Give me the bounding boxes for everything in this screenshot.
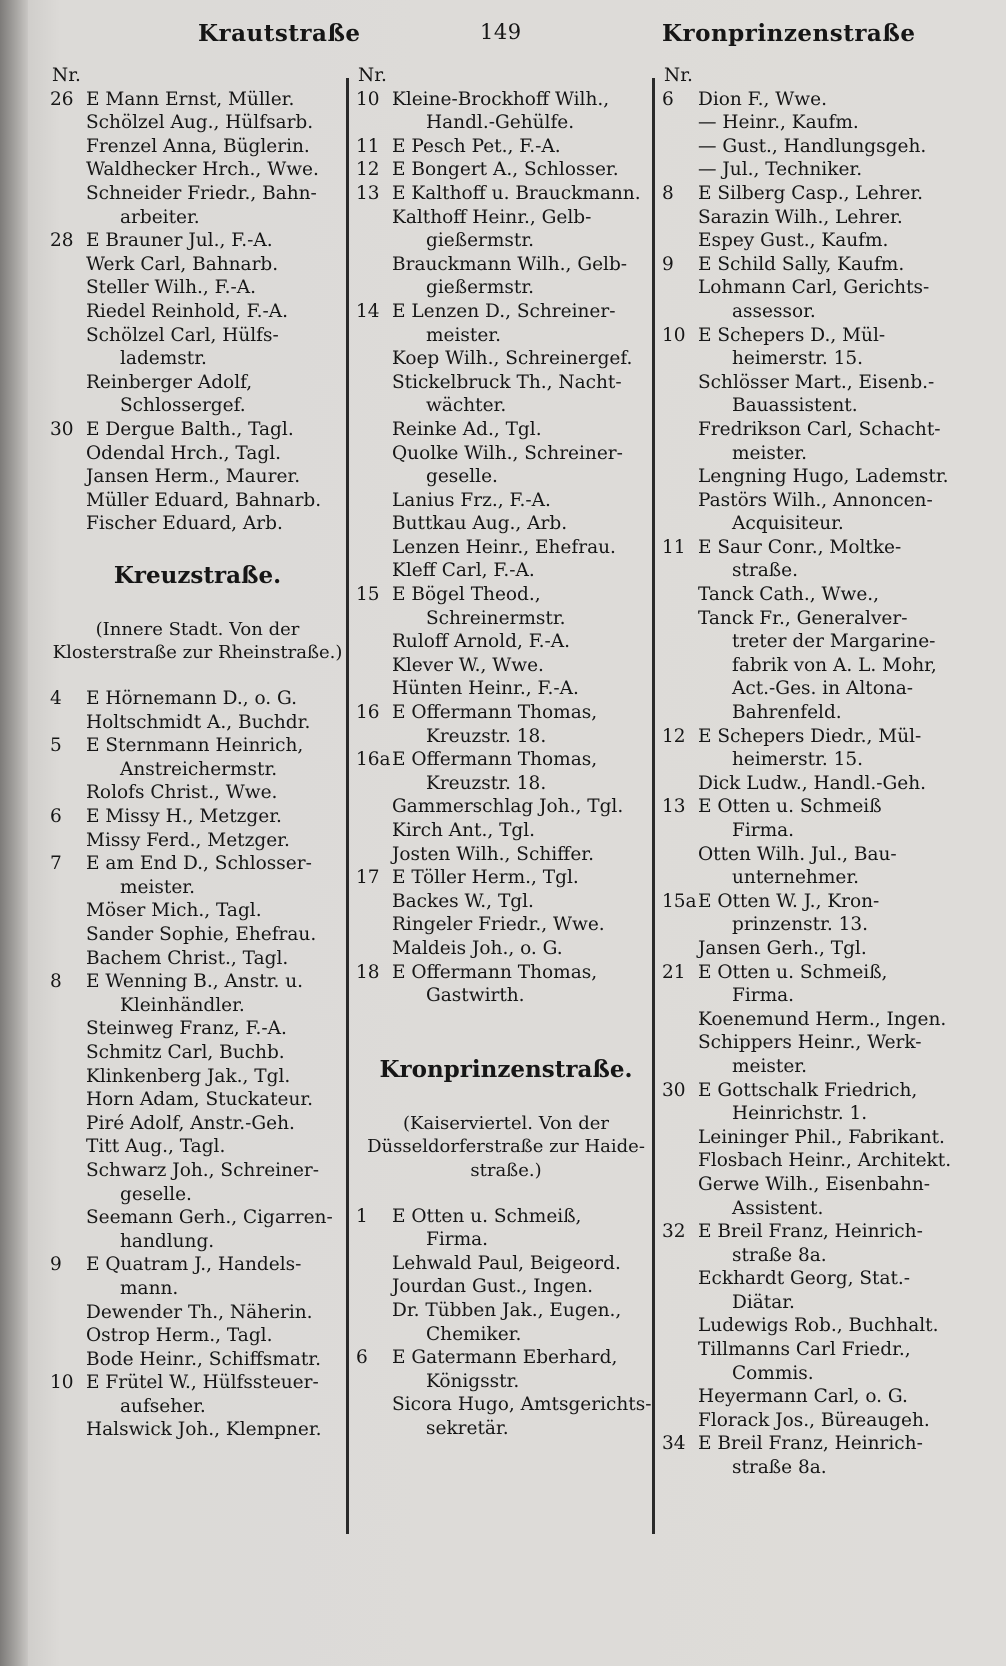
directory-entry-line: gießermstr. xyxy=(426,277,535,299)
resident-text: E Schepers Diedr., Mül- xyxy=(698,725,922,747)
directory-entry-line: Lengning Hugo, Lademstr. xyxy=(698,466,949,488)
directory-entry-line xyxy=(356,135,656,159)
column-krautstrasse-cont xyxy=(356,64,656,1440)
directory-entry-line: Schlossergef. xyxy=(120,395,246,417)
directory-entry-line: Firma. xyxy=(732,985,795,1007)
directory-entry-line: Kleff Carl, F.-A. xyxy=(392,560,535,582)
directory-entry-line: Klever W., Wwe. xyxy=(392,654,544,676)
directory-entry-line: Handl.-Gehülfe. xyxy=(426,112,575,134)
directory-entry-line: Commis. xyxy=(732,1362,814,1384)
directory-entry-line xyxy=(356,866,656,890)
directory-entry-line xyxy=(50,1371,345,1395)
directory-entry-line: Schreinermstr. xyxy=(426,607,566,629)
directory-entry-line: Lehwald Paul, Beigeord. xyxy=(392,1252,621,1274)
directory-entry-line: Tillmanns Carl Friedr., xyxy=(698,1339,911,1361)
directory-entry-line: Schippers Heinr., Werk- xyxy=(698,1032,922,1054)
directory-entry-line: Dr. Tübben Jak., Eugen., xyxy=(392,1299,622,1321)
directory-entry-line: Königsstr. xyxy=(426,1370,520,1392)
directory-entry-line xyxy=(50,687,345,711)
directory-entry-line: Missy Ferd., Metzger. xyxy=(86,829,290,851)
directory-entry-line: Gerwe Wilh., Eisenbahn- xyxy=(698,1173,931,1195)
directory-entry-line xyxy=(662,725,962,749)
house-number: 12 xyxy=(356,159,380,181)
house-number: 13 xyxy=(356,182,380,204)
house-number: 10 xyxy=(356,88,380,110)
street-note-line: (Kaiserviertel. Von der xyxy=(403,1112,609,1134)
directory-entry-line: straße 8a. xyxy=(732,1457,827,1479)
directory-entry-line: Horn Adam, Stuckateur. xyxy=(86,1089,314,1111)
resident-text: E Frütel W., Hülfssteuer- xyxy=(86,1372,319,1394)
directory-entry-line xyxy=(662,88,962,112)
resident-text: E Offermann Thomas, xyxy=(392,702,598,724)
directory-entry-line: Schlösser Mart., Eisenb.- xyxy=(698,371,935,393)
directory-entry-line: meister. xyxy=(732,442,807,464)
house-number: 10 xyxy=(50,1372,74,1394)
directory-entry-line: aufseher. xyxy=(120,1395,206,1417)
directory-entry-line: Dick Ludw., Handl.-Geh. xyxy=(698,772,927,794)
house-number: 6 xyxy=(662,88,674,110)
directory-entry-line: Klinkenberg Jak., Tgl. xyxy=(86,1065,291,1087)
street-note-line: (Innere Stadt. Von der xyxy=(95,618,300,640)
directory-entry-line: Kreuzstr. 18. xyxy=(426,725,547,747)
directory-entry-line: Lohmann Carl, Gerichts- xyxy=(698,277,930,299)
running-header-right: Kronprinzenstraße xyxy=(662,20,916,47)
resident-text: E Otten u. Schmeiß xyxy=(698,796,882,818)
directory-entry-line: Kirch Ant., Tgl. xyxy=(392,820,536,841)
directory-entry-line: Rolofs Christ., Wwe. xyxy=(86,782,278,804)
directory-entry-line: Frenzel Anna, Büglerin. xyxy=(86,135,310,157)
directory-entry-line: Steller Wilh., F.-A. xyxy=(86,277,256,299)
directory-entry-line xyxy=(356,1205,656,1229)
entry-list xyxy=(50,687,345,1442)
house-number: 18 xyxy=(356,961,380,983)
directory-entry-line: Titt Aug., Tagl. xyxy=(86,1136,226,1158)
directory-entry-line: Backes W., Tgl. xyxy=(392,890,534,912)
directory-entry-line: Brauckmann Wilh., Gelb- xyxy=(392,253,628,275)
house-number: 17 xyxy=(356,867,380,889)
directory-entry-line: Fredrikson Carl, Schacht- xyxy=(698,418,941,440)
directory-entry-line: Riedel Reinhold, F.-A. xyxy=(86,300,288,322)
directory-entry-line xyxy=(662,182,962,206)
resident-text: E Quatram J., Handels- xyxy=(86,1254,302,1276)
directory-entry-line: Werk Carl, Bahnarb. xyxy=(86,253,279,275)
directory-entry-line: Bahrenfeld. xyxy=(732,702,842,724)
directory-entry-line: Otten Wilh. Jul., Bau- xyxy=(698,843,897,865)
directory-entry-line: Gammerschlag Joh., Tgl. xyxy=(392,796,624,818)
entry-list xyxy=(50,88,345,536)
house-number: 8 xyxy=(50,971,62,993)
house-number: 6 xyxy=(356,1347,368,1369)
directory-entry-line: Bachem Christ., Tagl. xyxy=(86,947,289,969)
resident-text: E Offermann Thomas, xyxy=(392,749,598,771)
directory-entry-line xyxy=(356,88,656,112)
directory-entry-line: Koenemund Herm., Ingen. xyxy=(698,1008,947,1030)
resident-text: E Mann Ernst, Müller. xyxy=(86,88,295,110)
entry-list xyxy=(356,1205,656,1441)
directory-entry-line: Jansen Herm., Maurer. xyxy=(86,466,301,488)
directory-entry-line: Heyermann Carl, o. G. xyxy=(698,1386,908,1408)
resident-text: E Pesch Pet., F.-A. xyxy=(392,135,561,157)
directory-entry-line: Kreuzstr. 18. xyxy=(426,772,547,794)
directory-entry-line: Schwarz Joh., Schreiner- xyxy=(86,1159,320,1181)
directory-entry-line xyxy=(50,1253,345,1277)
house-number: 16a xyxy=(356,749,391,771)
page-number: 149 xyxy=(480,20,522,44)
directory-entry-line: meister. xyxy=(120,876,195,898)
directory-entry-line: Odendal Hrch., Tagl. xyxy=(86,442,282,464)
directory-entry-line: Bauassistent. xyxy=(732,395,858,417)
resident-text: E Töller Herm., Tgl. xyxy=(392,867,579,889)
directory-entry-line: Fischer Eduard, Arb. xyxy=(86,513,283,535)
directory-entry-line xyxy=(662,795,962,819)
house-number: 11 xyxy=(356,135,380,157)
directory-entry-line: Josten Wilh., Schiffer. xyxy=(392,843,594,865)
directory-entry-line: handlung. xyxy=(120,1230,215,1252)
directory-entry-line: Ludewigs Rob., Buchhalt. xyxy=(698,1315,939,1337)
house-number: 4 xyxy=(50,688,62,710)
directory-entry-line xyxy=(356,748,656,772)
directory-entry-line: Flosbach Heinr., Architekt. xyxy=(698,1150,952,1172)
directory-entry-line: Quolke Wilh., Schreiner- xyxy=(392,442,623,464)
directory-entry-line: Assistent. xyxy=(732,1197,824,1219)
directory-entry-line xyxy=(50,970,345,994)
directory-entry-line xyxy=(356,583,656,607)
entry-list xyxy=(662,88,962,1480)
directory-entry-line: arbeiter. xyxy=(120,206,200,228)
house-number: 30 xyxy=(50,418,74,440)
directory-entry-line xyxy=(50,229,345,253)
directory-entry-line: Steinweg Franz, F.-A. xyxy=(86,1018,287,1040)
directory-entry-line: Espey Gust., Kaufm. xyxy=(698,230,889,252)
house-number: 6 xyxy=(50,806,62,828)
directory-entry-line: Lanius Frz., F.-A. xyxy=(392,489,551,511)
house-number: 9 xyxy=(662,253,674,275)
house-number: 10 xyxy=(662,324,686,346)
house-number: 11 xyxy=(662,536,686,558)
directory-entry-line xyxy=(662,253,962,277)
directory-entry-line: Chemiker. xyxy=(426,1323,522,1345)
directory-entry-line: Anstreichermstr. xyxy=(120,758,278,780)
house-number: 8 xyxy=(662,182,674,204)
directory-entry-line: Firma. xyxy=(732,820,795,841)
house-number: 34 xyxy=(662,1433,686,1455)
directory-entry-line xyxy=(356,158,656,182)
directory-entry-line: Diätar. xyxy=(732,1291,795,1313)
directory-entry-line: unternehmer. xyxy=(732,867,860,889)
number-heading: Nr. xyxy=(358,65,387,86)
directory-entry-line: Bode Heinr., Schiffsmatr. xyxy=(86,1348,321,1370)
house-number: 32 xyxy=(662,1221,686,1243)
directory-entry-line xyxy=(356,1346,656,1370)
house-number: 21 xyxy=(662,961,686,983)
house-number: 5 xyxy=(50,735,62,757)
resident-text: E Dergue Balth., Tagl. xyxy=(86,418,294,440)
street-note-line: straße.) xyxy=(470,1159,542,1181)
street-heading-kronprinzenstrasse: Kronprinzenstraße. xyxy=(379,1055,633,1083)
column-rule-1 xyxy=(346,78,349,1534)
resident-text: E Gottschalk Friedrich, xyxy=(698,1079,918,1101)
directory-entry-line: assessor. xyxy=(732,300,816,322)
directory-entry-line: Gastwirth. xyxy=(426,985,525,1007)
resident-text: E Kalthoff u. Brauckmann. xyxy=(392,182,641,204)
house-number: 26 xyxy=(50,88,74,110)
directory-entry-line xyxy=(50,734,345,758)
directory-entry-line: Sander Sophie, Ehefrau. xyxy=(86,924,317,945)
directory-entry-line xyxy=(662,961,962,985)
house-number: 30 xyxy=(662,1079,686,1101)
resident-text: E Bögel Theod., xyxy=(392,584,541,606)
directory-entry-line xyxy=(662,536,962,560)
directory-entry-line: Firma. xyxy=(426,1229,489,1251)
directory-entry-line: Hünten Heinr., F.-A. xyxy=(392,678,579,700)
running-header-left: Krautstraße xyxy=(198,20,361,47)
directory-entry-line xyxy=(356,300,656,324)
directory-entry-line: geselle. xyxy=(426,466,498,488)
house-number: 7 xyxy=(50,853,62,875)
resident-text: E Breil Franz, Heinrich- xyxy=(698,1221,923,1243)
resident-text: Kleine-Brockhoff Wilh., xyxy=(392,88,610,110)
directory-entry-line: Schölzel Aug., Hülfsarb. xyxy=(86,112,314,134)
directory-entry-line: Schölzel Carl, Hülfs- xyxy=(86,324,279,346)
directory-entry-line: Eckhardt Georg, Stat.- xyxy=(698,1268,911,1290)
directory-entry-line: Leininger Phil., Fabrikant. xyxy=(698,1126,945,1148)
resident-text: E Hörnemann D., o. G. xyxy=(86,688,298,710)
directory-entry-line: fabrik von A. L. Mohr, xyxy=(732,654,937,676)
directory-entry-line: meister. xyxy=(426,324,501,346)
column-kronprinzenstrasse xyxy=(662,64,962,1480)
directory-entry-line: Buttkau Aug., Arb. xyxy=(392,513,568,535)
directory-entry-line: Lenzen Heinr., Ehefrau. xyxy=(392,536,616,558)
house-number: 12 xyxy=(662,725,686,747)
directory-entry-line xyxy=(662,1432,962,1456)
resident-text: E Gatermann Eberhard, xyxy=(392,1347,618,1369)
resident-text: E am End D., Schlosser- xyxy=(86,853,312,875)
street-note-line: Klosterstraße zur Rheinstraße.) xyxy=(52,642,343,664)
resident-text: E Otten W. J., Kron- xyxy=(698,890,880,912)
resident-text: E Brauner Jul., F.-A. xyxy=(86,230,273,252)
directory-entry-line: sekretär. xyxy=(426,1417,509,1439)
house-number: 13 xyxy=(662,796,686,818)
directory-entry-line: Tanck Cath., Wwe., xyxy=(698,584,880,606)
directory-entry-line: Koep Wilh., Schreinergef. xyxy=(392,348,633,370)
directory-entry-line xyxy=(50,418,345,442)
directory-entry-line: straße 8a. xyxy=(732,1244,827,1266)
directory-entry-line: Sicora Hugo, Amtsgerichts- xyxy=(392,1394,652,1416)
book-binding-edge xyxy=(0,0,28,1666)
directory-entry-line: Pastörs Wilh., Annoncen- xyxy=(698,489,933,511)
directory-entry-line: Möser Mich., Tagl. xyxy=(86,900,262,922)
directory-entry-line: Ringeler Friedr., Wwe. xyxy=(392,914,605,936)
directory-entry-line: Dewender Th., Näherin. xyxy=(86,1301,313,1323)
directory-entry-line: Acquisiteur. xyxy=(732,513,844,535)
directory-entry-line: — Gust., Handlungsgeh. xyxy=(698,135,927,157)
directory-entry-line xyxy=(356,182,656,206)
directory-entry-line: Jourdan Gust., Ingen. xyxy=(392,1276,594,1298)
resident-text: E Breil Franz, Heinrich- xyxy=(698,1433,923,1455)
directory-entry-line: Maldeis Joh., o. G. xyxy=(392,937,563,959)
directory-entry-line xyxy=(662,1079,962,1103)
directory-entry-line xyxy=(356,961,656,985)
directory-entry-line: prinzenstr. 13. xyxy=(732,914,869,936)
number-heading: Nr. xyxy=(664,65,693,86)
entry-list xyxy=(356,88,656,1008)
directory-entry-line: gießermstr. xyxy=(426,230,535,252)
directory-entry-line: Stickelbruck Th., Nacht- xyxy=(392,371,622,393)
directory-entry-line: wächter. xyxy=(426,395,507,417)
directory-entry-line: Waldhecker Hrch., Wwe. xyxy=(86,159,319,181)
directory-entry-line: Müller Eduard, Bahnarb. xyxy=(86,489,322,511)
directory-entry-line: Holtschmidt A., Buchdr. xyxy=(86,711,311,733)
directory-entry-line: Sarazin Wilh., Lehrer. xyxy=(698,206,903,228)
directory-entry-line: Halswick Joh., Klempner. xyxy=(86,1419,322,1441)
house-number: 28 xyxy=(50,230,74,252)
house-number: 14 xyxy=(356,300,380,322)
column-krautstrasse xyxy=(50,64,345,1442)
directory-entry-line: meister. xyxy=(732,1055,807,1077)
street-note-line: Düsseldorferstraße zur Haide- xyxy=(367,1136,645,1158)
directory-entry-line: Piré Adolf, Anstr.-Geh. xyxy=(86,1112,295,1134)
directory-entry-line: Ruloff Arnold, F.-A. xyxy=(392,631,571,653)
resident-text: E Otten u. Schmeiß, xyxy=(698,961,888,983)
directory-entry-line: Schmitz Carl, Buchb. xyxy=(86,1041,285,1063)
directory-entry-line: Florack Jos., Büreaugeh. xyxy=(698,1409,930,1431)
directory-entry-line: Jansen Gerh., Tgl. xyxy=(698,937,867,959)
directory-entry-line xyxy=(50,852,345,876)
directory-entry-line: lademstr. xyxy=(120,348,207,370)
directory-entry-line: Heinrichstr. 1. xyxy=(732,1103,868,1125)
directory-entry-line: Reinberger Adolf, xyxy=(86,371,253,393)
directory-entry-line: — Jul., Techniker. xyxy=(698,159,863,181)
house-number: 15 xyxy=(356,584,380,606)
resident-text: E Bongert A., Schlosser. xyxy=(392,159,619,181)
directory-entry-line: mann. xyxy=(120,1277,179,1299)
directory-entry-line: Kalthoff Heinr., Gelb- xyxy=(392,206,592,228)
directory-entry-line: Ostrop Herm., Tagl. xyxy=(86,1325,273,1347)
house-number: 1 xyxy=(356,1205,368,1227)
directory-entry-line: Reinke Ad., Tgl. xyxy=(392,418,542,440)
directory-entry-line: heimerstr. 15. xyxy=(732,348,864,370)
directory-entry-line: Tanck Fr., Generalver- xyxy=(698,607,908,629)
resident-text: E Offermann Thomas, xyxy=(392,961,598,983)
directory-entry-line xyxy=(662,1220,962,1244)
street-heading-kreuzstrasse: Kreuzstraße. xyxy=(113,561,282,589)
resident-text: E Schepers D., Mül- xyxy=(698,324,886,346)
resident-text: E Wenning B., Anstr. u. xyxy=(86,971,304,993)
directory-entry-line: treter der Margarine- xyxy=(732,631,936,653)
house-number: 9 xyxy=(50,1254,62,1276)
directory-entry-line: Schneider Friedr., Bahn- xyxy=(86,182,317,204)
directory-entry-line xyxy=(662,890,962,914)
directory-entry-line xyxy=(356,701,656,725)
directory-entry-line: straße. xyxy=(732,560,798,582)
directory-entry-line xyxy=(50,88,345,112)
directory-entry-line: Seemann Gerh., Cigarren- xyxy=(86,1207,333,1229)
directory-entry-line: Act.-Ges. in Altona- xyxy=(732,678,914,700)
resident-text: E Schild Sally, Kaufm. xyxy=(698,253,905,275)
number-heading: Nr. xyxy=(52,65,81,86)
resident-text: Dion F., Wwe. xyxy=(698,88,827,110)
directory-entry-line: — Heinr., Kaufm. xyxy=(698,112,859,134)
resident-text: E Silberg Casp., Lehrer. xyxy=(698,182,924,204)
resident-text: E Missy H., Metzger. xyxy=(86,806,282,828)
house-number: 16 xyxy=(356,702,380,724)
resident-text: E Lenzen D., Schreiner- xyxy=(392,300,616,322)
house-number: 15a xyxy=(662,890,697,912)
directory-entry-line: Kleinhändler. xyxy=(120,994,245,1016)
directory-entry-line: geselle. xyxy=(120,1183,192,1205)
directory-entry-line xyxy=(662,324,962,348)
resident-text: E Saur Conr., Moltke- xyxy=(698,536,902,558)
directory-entry-line xyxy=(50,805,345,829)
directory-entry-line: heimerstr. 15. xyxy=(732,749,864,771)
resident-text: E Sternmann Heinrich, xyxy=(86,735,304,757)
resident-text: E Otten u. Schmeiß, xyxy=(392,1205,582,1227)
